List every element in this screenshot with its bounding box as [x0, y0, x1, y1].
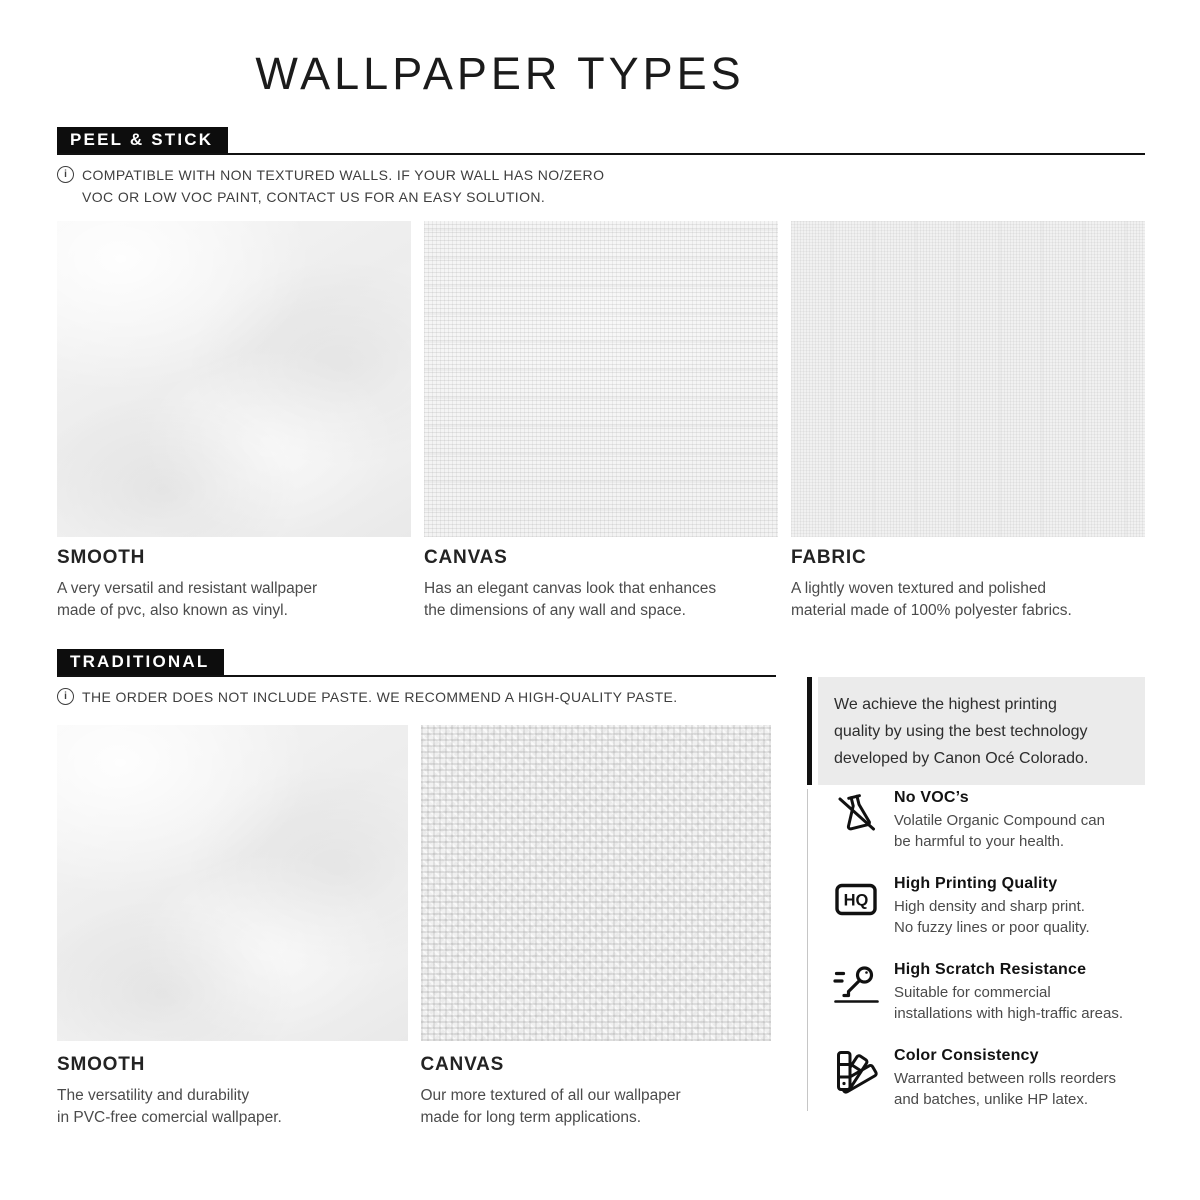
- color-swatch-fan-icon: [832, 1047, 880, 1095]
- swatch-image-smooth-traditional: [57, 725, 408, 1041]
- swatch-description: Has an elegant canvas look that enhances the dimensions of any wall and space.: [424, 580, 717, 619]
- swatch-description: Our more textured of all our wallpaper made for long term applications.: [420, 1087, 681, 1126]
- info-icon: i: [57, 688, 74, 705]
- feature-text: [894, 789, 1105, 853]
- swatch-label-canvas-peel-stick: [424, 547, 778, 622]
- swatch-name: SMOOTH: [57, 1054, 146, 1075]
- swatch-name: CANVAS: [420, 1054, 505, 1075]
- feature-text: [894, 875, 1090, 939]
- feature-list: [807, 789, 1145, 1111]
- swatch-label-fabric-peel-stick: [791, 547, 1145, 622]
- info-icon: i: [57, 166, 74, 183]
- swatch-description: A very versatil and resistant wallpaper made of pvc, also known as vinyl.: [57, 580, 318, 619]
- feature-description: Volatile Organic Compound can be harmful to your health.: [894, 812, 1105, 850]
- swatch-name: CANVAS: [424, 547, 508, 568]
- swatch-image-canvas-traditional: [421, 725, 772, 1041]
- swatch-label-smooth-traditional: [57, 1054, 408, 1129]
- traditional-swatch-row: [57, 725, 771, 1041]
- feature-description: Suitable for commercial installations with high-traffic areas.: [894, 984, 1123, 1022]
- feature-title: High Printing Quality: [894, 875, 1058, 892]
- peel-stick-note: [57, 164, 604, 209]
- no-chemicals-flask-icon: [832, 789, 880, 837]
- swatch-label-smooth-peel-stick: [57, 547, 411, 622]
- section-label-traditional: TRADITIONAL: [57, 649, 224, 675]
- hq-badge-icon: [832, 875, 880, 923]
- swatch-label-canvas-traditional: [421, 1054, 772, 1129]
- page-title: WALLPAPER TYPES: [255, 48, 745, 99]
- swatch-image-canvas-peel-stick: [424, 221, 778, 537]
- feature-title: No VOC’s: [894, 789, 969, 806]
- quote-accent-bar: [807, 677, 812, 785]
- feature-description: Warranted between rolls reorders and batches, unlike HP latex.: [894, 1070, 1117, 1108]
- peel-stick-note-text: COMPATIBLE WITH NON TEXTURED WALLS. IF YOUR WALL HAS NO/ZERO VOC OR LOW VOC PAINT, CONTACT US FOR AN EASY SOLUTION.: [82, 167, 605, 206]
- printing-quality-quote: [807, 677, 1145, 785]
- section-label-peel-stick: PEEL & STICK: [57, 127, 228, 153]
- swatch-name: SMOOTH: [57, 547, 146, 568]
- traditional-swatch-labels: [57, 1054, 771, 1129]
- feature-text: [894, 1047, 1116, 1111]
- quote-text: We achieve the highest printing quality by using the best technology developed by Canon Océ Colorado.: [818, 677, 1145, 785]
- section-header-peel-stick: [57, 127, 1145, 155]
- feature-title: Color Consistency: [894, 1047, 1039, 1064]
- swatch-image-fabric-peel-stick: [791, 221, 1145, 537]
- feature-title: High Scratch Resistance: [894, 961, 1087, 978]
- feature-high-scratch-resistance: [832, 961, 1145, 1025]
- feature-high-printing-quality: [832, 875, 1145, 939]
- swatch-description: The versatility and durability in PVC-free comercial wallpaper.: [57, 1087, 282, 1126]
- section-header-traditional: [57, 649, 776, 677]
- peel-stick-swatch-row: [57, 221, 1145, 537]
- swatch-name: FABRIC: [791, 547, 867, 568]
- traditional-note-text: THE ORDER DOES NOT INCLUDE PASTE. WE RECOMMEND A HIGH-QUALITY PASTE.: [82, 689, 678, 705]
- feature-color-consistency: [832, 1047, 1145, 1111]
- feature-no-vocs: [832, 789, 1145, 853]
- key-scratch-icon: [832, 961, 880, 1009]
- swatch-image-smooth-peel-stick: [57, 221, 411, 537]
- feature-text: [894, 961, 1123, 1025]
- swatch-description: A lightly woven textured and polished material made of 100% polyester fabrics.: [791, 580, 1072, 619]
- feature-description: High density and sharp print. No fuzzy lines or poor quality.: [894, 898, 1090, 936]
- svg-text:HQ: HQ: [843, 891, 869, 910]
- peel-stick-swatch-labels: [57, 547, 1145, 622]
- traditional-note: [57, 686, 678, 708]
